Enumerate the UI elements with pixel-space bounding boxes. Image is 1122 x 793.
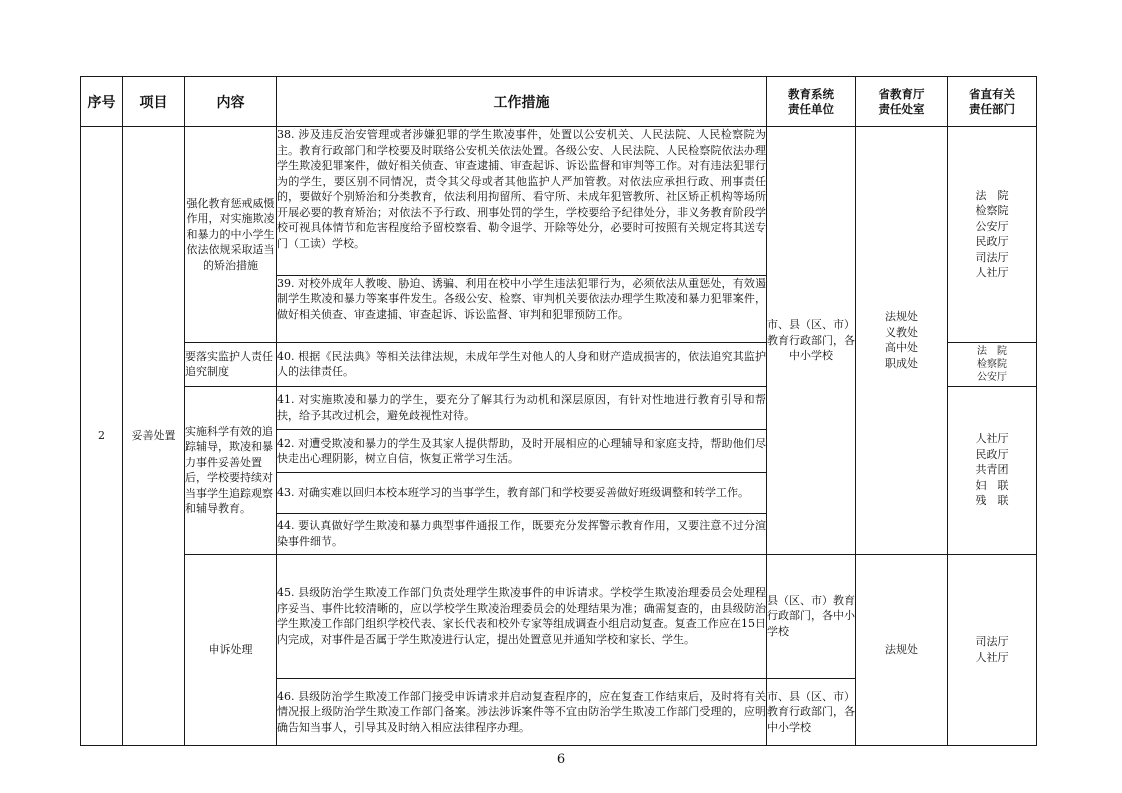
header-content: 内容 <box>185 77 277 127</box>
measure-46: 46. 县级防治学生欺凌工作部门接受申诉请求并启动复查程序的，应在复查工作结束后，及时将有关情况报上级防治学生欺凌工作部门备案。涉法涉诉案件等不宜由防治学生欺凌工作部门受理的，应明确告知当事人，引导其及时纳入相应法律程序办理。 <box>277 678 767 745</box>
prov-depts-cell: 法 院 检察院 公安厅 民政厅 司法厅 人社厅 <box>948 127 1037 343</box>
row-item: 妥善处置 <box>123 127 185 746</box>
table-row <box>81 554 1037 678</box>
prov-office-cell: 法规处 <box>856 554 948 745</box>
table-row <box>81 127 1037 276</box>
measure-42: 42. 对遭受欺凌和暴力的学生及其家人提供帮助，及时开展相应的心理辅导和家庭支持，帮助他们尽快走出心理阴影，树立自信，恢复正常学习生活。 <box>277 430 767 473</box>
header-edu-unit: 教育系统 责任单位 <box>767 77 856 127</box>
header-item: 项目 <box>123 77 185 127</box>
content-cell: 强化教育惩戒威慑作用，对实施欺凌和暴力的中小学生依法依规采取适当的矫治措施 <box>185 127 277 343</box>
header-measures: 工作措施 <box>277 77 767 127</box>
measure-39: 39. 对校外成年人教唆、胁迫、诱骗、利用在校中小学生违法犯罪行为，必须依法从重惩处，有效遏制学生欺凌和暴力等案事件发生。各级公安、检察、审判机关要依法办理学生欺凌和暴力犯罪案件，做好相关侦查、审查逮捕、审查起诉、诉讼监督、审判和犯罪预防工作。 <box>277 275 767 342</box>
content-cell: 实施科学有效的追踪辅导，欺凌和暴力事件妥善处置后，学校要持续对当事学生追踪观察和辅导教育。 <box>185 386 277 554</box>
prov-depts-cell: 司法厅 人社厅 <box>948 554 1037 745</box>
measures-table <box>80 76 1037 746</box>
measure-38: 38. 涉及违反治安管理或者涉嫌犯罪的学生欺凌事件，处置以公安机关、人民法院、人民检察院为主。教育行政部门和学校要及时联络公安机关依法处置。各级公安、人民法院、人民检察院依法办理学生欺凌犯罪案件，做好相关侦查、审查逮捕、审查起诉、诉讼监督和审判等工作。对有违法犯罪行为的学生，要区别不同情况，责令其父母或者其他监护人严加管教。对依法应承担行政、刑事责任的，要做好个别矫治和分类教育，依法利用拘留所、看守所、未成年犯管教所、社区矫正机构等场所开展必要的教育矫治；对依法不予行政、刑事处罚的学生，学校要给予纪律处分，非义务教育阶段学校可视具体情节和危害程度给予留校察看、勒令退学、开除等处分，必要时可按照有关规定将其送专门（工读）学校。 <box>277 127 767 276</box>
header-row <box>81 77 1037 127</box>
measure-43: 43. 对确实难以回归本校本班学习的当事学生，教育部门和学校要妥善做好班级调整和转学工作。 <box>277 473 767 514</box>
header-prov-depts: 省直有关 责任部门 <box>948 77 1037 127</box>
page-number: 6 <box>556 752 566 767</box>
prov-depts-cell: 法 院 检察院 公安厅 <box>948 342 1037 386</box>
content-cell: 申诉处理 <box>185 554 277 745</box>
edu-unit-cell: 市、县（区、市）教育行政部门，各中小学校 <box>767 678 856 745</box>
measure-45: 45. 县级防治学生欺凌工作部门负责处理学生欺凌事件的申诉请求。学校学生欺凌治理委员会处理程序妥当、事件比较清晰的，应以学校学生欺凌治理委员会的处理结果为准；确需复查的，由县级防治学生欺凌工作部门组织学校代表、家长代表和校外专家等组成调查小组启动复查。复查工作应在15日内完成，对事件是否属于学生欺凌进行认定，提出处置意见并通知学校和家长、学生。 <box>277 554 767 678</box>
header-prov-office: 省教育厅 责任处室 <box>856 77 948 127</box>
edu-unit-cell: 县（区、市）教育行政部门，各中小学校 <box>767 554 856 678</box>
edu-unit-cell: 市、县（区、市）教育行政部门，各中小学校 <box>767 127 856 555</box>
prov-depts-cell: 人社厅 民政厅 共青团 妇 联 残 联 <box>948 386 1037 554</box>
measure-44: 44. 要认真做好学生欺凌和暴力典型事件通报工作，既要充分发挥警示教育作用，又要注意不过分渲染事件细节。 <box>277 513 767 554</box>
prov-office-cell: 法规处 义教处 高中处 职成处 <box>856 127 948 555</box>
row-number: 2 <box>81 127 123 746</box>
header-no: 序号 <box>81 77 123 127</box>
measure-41: 41. 对实施欺凌和暴力的学生，要充分了解其行为动机和深层原因，有针对性地进行教育引导和帮扶，给予其改过机会，避免歧视性对待。 <box>277 386 767 430</box>
measure-40: 40. 根据《民法典》等相关法律法规，未成年学生对他人的人身和财产造成损害的，依法追究其监护人的法律责任。 <box>277 342 767 386</box>
content-cell: 要落实监护人责任追究制度 <box>185 342 277 386</box>
